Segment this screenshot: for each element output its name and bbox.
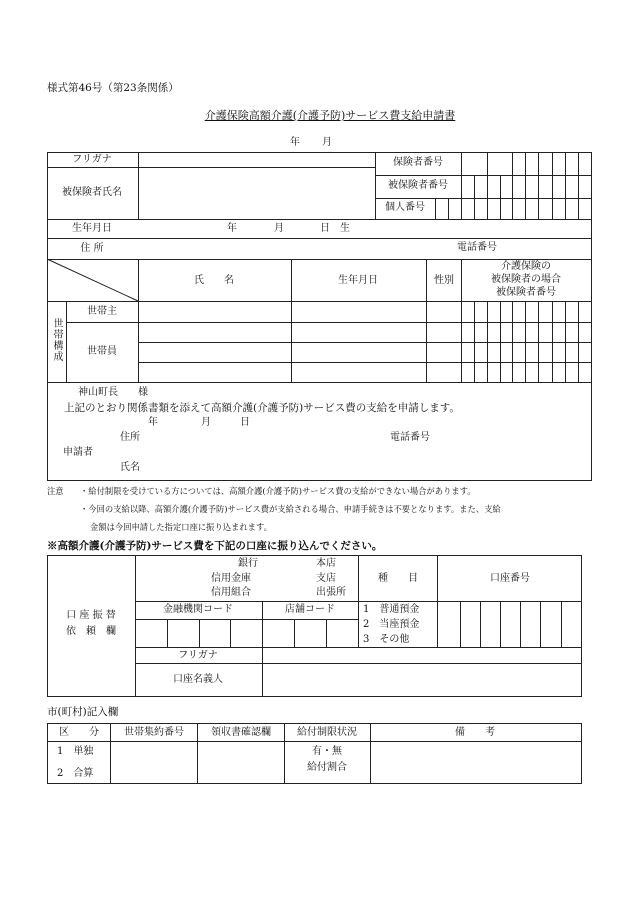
branch-option-1: 本店 <box>316 558 336 569</box>
account-holder-label: 口座名義人 <box>173 674 223 685</box>
household-head-label: 世帯主 <box>87 306 117 317</box>
city-col-remarks: 備 考 <box>455 727 495 738</box>
account-type-3: 3 その他 <box>363 634 410 645</box>
col-insured-line2: 被保険者の場合 <box>491 274 561 285</box>
household-member-label: 世帯員 <box>87 346 117 357</box>
personal-number-label: 個人番号 <box>385 202 425 213</box>
bank-left-label-1: 口 座 振 替 <box>66 610 116 621</box>
col-gender: 性別 <box>434 275 454 286</box>
request-year: 年 <box>148 417 158 428</box>
bank-option-1: 銀行 <box>238 558 258 569</box>
birthdate-born: 生 <box>340 223 350 234</box>
form-number: 様式第46号（第23条関係） <box>47 82 179 94</box>
city-heading: 市(町村)記入欄 <box>47 706 119 718</box>
branch-code-label: 店舗コード <box>285 604 335 615</box>
account-type-2: 2 当座預金 <box>363 619 420 630</box>
request-day: 日 <box>240 417 250 428</box>
note-line-2: ・今回の支給以降、高額介護(介護予防)サービス費が支給される場合、申請手続きは不要となります。また、支給 <box>80 504 501 514</box>
insured-name-label: 被保険者氏名 <box>62 187 122 198</box>
city-category-1: 1 単独 <box>57 746 94 757</box>
bank-code-label: 金融機関コード <box>163 604 233 615</box>
city-category-2: 2 合算 <box>57 768 94 779</box>
account-type-1: 1 普通預金 <box>363 604 420 615</box>
bank-heading: ※高額介護(介護予防)サービス費を下記の口座に振り込んでください。 <box>47 540 383 552</box>
insured-number-label: 被保険者番号 <box>388 180 448 191</box>
applicant-label: 申請者 <box>63 447 93 458</box>
insurer-number-label: 保険者番号 <box>393 157 443 168</box>
branch-option-2: 支店 <box>316 573 336 584</box>
date-header-month: 月 <box>322 137 332 148</box>
notes-label: 注意 <box>47 486 64 496</box>
city-col-household-no: 世帯集約番号 <box>124 727 184 738</box>
bank-option-2: 信用金庫 <box>211 573 251 584</box>
city-restriction-1: 有・無 <box>312 746 342 757</box>
account-number-label: 口座番号 <box>490 573 530 584</box>
col-birthdate: 生年月日 <box>338 275 378 286</box>
birthdate-month: 月 <box>274 223 284 234</box>
applicant-phone-label: 電話番号 <box>390 432 430 443</box>
city-col-receipt: 領収書確認欄 <box>211 727 271 738</box>
furigana-label: フリガナ <box>72 154 112 165</box>
city-restriction-2: 給付割合 <box>307 762 347 773</box>
applicant-name-label: 氏名 <box>120 462 140 473</box>
col-insured-line1: 介護保険の <box>501 261 551 272</box>
note-line-3: 金額は今回申請した指定口座に振り込まれます。 <box>90 522 272 532</box>
city-col-restriction: 給付制限状況 <box>297 727 357 738</box>
phone-label: 電話番号 <box>457 242 497 253</box>
account-type-label: 種 目 <box>378 573 418 584</box>
page-title: 介護保険高額介護(介護予防)サービス費支給申請書 <box>204 109 456 122</box>
request-month: 月 <box>201 417 211 428</box>
bank-option-3: 信用組合 <box>211 587 251 598</box>
note-line-1: ・給付制限を受けている方については、高額介護(介護予防)サービス費の支給ができない場合があります。 <box>80 486 476 496</box>
city-col-category: 区 分 <box>59 727 99 738</box>
birthdate-year: 年 <box>227 223 237 234</box>
household-section-label: 世帯構成 <box>51 318 62 362</box>
bank-left-label-2: 依 頼 欄 <box>66 626 116 637</box>
bank-furigana-label: フリガナ <box>178 650 218 661</box>
addressee: 神山町長 様 <box>78 387 148 398</box>
birthdate-label: 生年月日 <box>72 223 112 234</box>
address-label: 住 所 <box>80 243 104 254</box>
applicant-address-label: 住所 <box>120 432 140 443</box>
date-header-year: 年 <box>290 137 300 148</box>
col-name: 氏 名 <box>194 275 234 286</box>
col-insured-line3: 被保険者番号 <box>496 287 556 298</box>
birthdate-day: 日 <box>320 223 330 234</box>
request-statement: 上記のとおり関係書類を添えて高額介護(介護予防)サービス費の支給を申請します。 <box>64 402 460 414</box>
branch-option-3: 出張所 <box>316 587 346 598</box>
